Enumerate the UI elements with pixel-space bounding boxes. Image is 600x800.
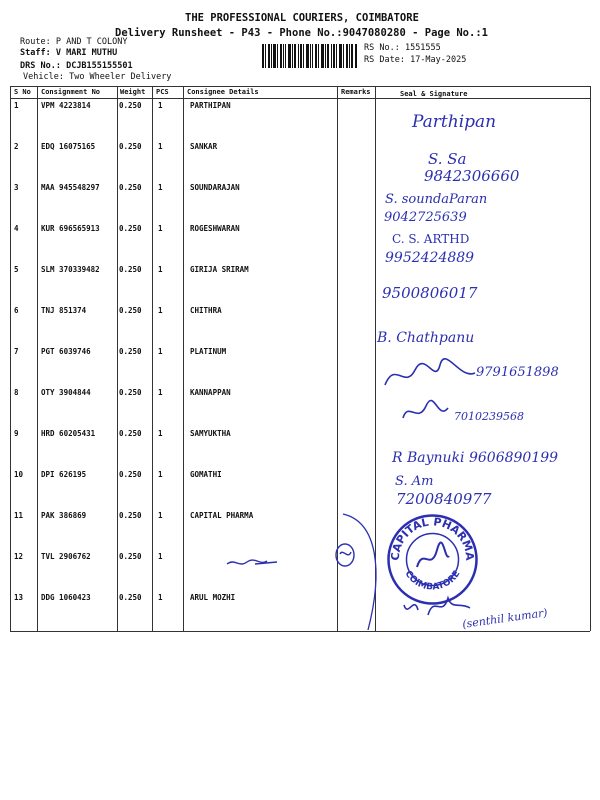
cell-consignment: EDQ 16075165 <box>41 142 96 151</box>
header-consignment: Consignment No <box>41 88 101 96</box>
phone-row-7: 9791651898 <box>476 365 559 380</box>
phone-row-8: 7010239568 <box>454 410 524 423</box>
route-value: P AND T COLONY <box>55 37 128 47</box>
cell-consignment: DDG 1060423 <box>41 593 91 602</box>
cell-sno: 5 <box>14 265 19 274</box>
phone-row-3: 9042725639 <box>384 210 467 225</box>
cell-consignee: CHITHRA <box>190 306 222 315</box>
rs-no-label: RS No.: <box>364 43 400 53</box>
row-rule <box>10 98 590 99</box>
cell-weight: 0.250 <box>119 224 142 233</box>
row-rule <box>10 631 590 632</box>
phone-row-11: 7200840977 <box>396 490 492 508</box>
header-pcs: PCS <box>156 88 169 96</box>
signature-row-10b: S. Am <box>395 474 434 489</box>
cell-consignee: ROGESHWARAN <box>190 224 240 233</box>
cell-pcs: 1 <box>158 224 163 233</box>
column-rule <box>117 86 118 631</box>
cell-weight: 0.250 <box>119 183 142 192</box>
cell-consignment: TNJ 851374 <box>41 306 87 315</box>
cell-sno: 4 <box>14 224 19 233</box>
cell-sno: 9 <box>14 429 19 438</box>
scribble-row-12 <box>225 552 280 572</box>
cell-pcs: 1 <box>158 142 163 151</box>
cell-pcs: 1 <box>158 429 163 438</box>
cell-consignment: KUR 696565913 <box>41 224 100 233</box>
cell-consignment: OTY 3904844 <box>41 388 91 397</box>
cell-sno: 1 <box>14 101 19 110</box>
signature-row-10: R Baynuki 9606890199 <box>392 450 559 466</box>
cell-consignee: PARTHIPAN <box>190 101 231 110</box>
cell-consignment: MAA 945548297 <box>41 183 100 192</box>
staff-line <box>20 48 117 58</box>
cell-pcs: 1 <box>158 388 163 397</box>
route-line <box>20 37 128 47</box>
svg-text:CAPITAL PHARMA: CAPITAL PHARMA <box>388 515 477 561</box>
scribble-row-8 <box>398 396 453 426</box>
cell-sno: 2 <box>14 142 19 151</box>
cell-consignee: ARUL MOZHI <box>190 593 236 602</box>
cell-pcs: 1 <box>158 470 163 479</box>
drs-line <box>20 61 133 71</box>
cell-sno: 13 <box>14 593 24 602</box>
cell-pcs: 1 <box>158 511 163 520</box>
signature-row-4: C. S. ARTHD <box>392 232 470 246</box>
cell-sno: 3 <box>14 183 19 192</box>
runsheet-subtitle: Delivery Runsheet - P43 - Phone No.:9047080280 - Page No.:1 <box>115 27 488 39</box>
cell-weight: 0.250 <box>119 306 142 315</box>
bracket-stroke <box>338 512 388 632</box>
cell-consignment: DPI 626195 <box>41 470 87 479</box>
table-row <box>10 303 590 344</box>
table-row <box>10 467 590 508</box>
table-row <box>10 180 590 221</box>
cell-sno: 11 <box>14 511 24 520</box>
cell-consignee: CAPITAL PHARMA <box>190 511 254 520</box>
vehicle-label: Vehicle: <box>23 72 64 82</box>
cell-weight: 0.250 <box>119 101 142 110</box>
signature-row-3: S. soundaParan <box>385 192 488 207</box>
phone-row-6: 9500806017 <box>382 284 478 302</box>
scribble-row-7 <box>380 355 480 395</box>
column-rule <box>590 86 591 631</box>
cell-weight: 0.250 <box>119 388 142 397</box>
vehicle-line <box>23 72 171 82</box>
header-sno: S No <box>14 88 31 96</box>
cell-pcs: 1 <box>158 306 163 315</box>
phone-row-5: 9952424889 <box>385 250 475 266</box>
cell-weight: 0.250 <box>119 142 142 151</box>
barcode-image <box>262 44 357 68</box>
cell-weight: 0.250 <box>119 552 142 561</box>
svg-text:COIMBATORE: COIMBATORE <box>402 569 463 593</box>
cell-consignment: PAK 386869 <box>41 511 87 520</box>
cell-pcs: 1 <box>158 101 163 110</box>
table-row <box>10 98 590 139</box>
cell-weight: 0.250 <box>119 511 142 520</box>
column-rule <box>37 86 38 631</box>
cell-sno: 7 <box>14 347 19 356</box>
header-weight: Weight <box>120 88 146 96</box>
cell-consignee: SAMYUKTHA <box>190 429 231 438</box>
capital-pharma-stamp <box>385 512 480 607</box>
cell-pcs: 1 <box>158 265 163 274</box>
phone-row-2: 9842306660 <box>424 167 520 185</box>
cell-consignment: PGT 6039746 <box>41 347 91 356</box>
column-rule <box>10 86 11 631</box>
table-row <box>10 549 590 593</box>
row-rule <box>10 86 590 87</box>
cell-consignment: HRD 60205431 <box>41 429 96 438</box>
cell-sno: 8 <box>14 388 19 397</box>
cell-weight: 0.250 <box>119 470 142 479</box>
staff-label: Staff: <box>20 48 51 58</box>
vehicle-value: Two Wheeler Delivery <box>69 72 172 82</box>
cell-consignment: VPM 4223814 <box>41 101 91 110</box>
cell-consignee: PLATINUM <box>190 347 227 356</box>
cell-consignee: KANNAPPAN <box>190 388 231 397</box>
header-remarks: Remarks <box>341 88 371 96</box>
cell-consignment: SLM 370339482 <box>41 265 100 274</box>
column-rule <box>152 86 153 631</box>
signature-row-7: B. Chathpanu <box>377 330 475 346</box>
cell-consignee: GIRIJA SRIRAM <box>190 265 249 274</box>
cell-sno: 10 <box>14 470 24 479</box>
cell-sno: 6 <box>14 306 19 315</box>
cell-consignee: GOMATHI <box>190 470 222 479</box>
column-rule <box>183 86 184 631</box>
rs-no-line <box>364 43 441 53</box>
header-seal: Seal & Signature <box>400 90 468 98</box>
cell-consignment: TVL 2906762 <box>41 552 91 561</box>
route-label: Route: <box>20 37 51 47</box>
rs-date-label: RS Date: <box>364 55 405 65</box>
rs-no-value: 1551555 <box>404 43 441 53</box>
table-row <box>10 508 590 549</box>
cell-consignee: SANKAR <box>190 142 218 151</box>
rs-date-value: 17-May-2025 <box>410 55 467 65</box>
staff-value: V MARI MUTHU <box>55 48 118 58</box>
signature-row-2: S. Sa <box>428 150 467 168</box>
rs-date-line <box>364 55 466 65</box>
cell-pcs: 1 <box>158 347 163 356</box>
cell-weight: 0.250 <box>119 429 142 438</box>
table-row <box>10 221 590 262</box>
cell-weight: 0.250 <box>119 265 142 274</box>
cell-weight: 0.250 <box>119 347 142 356</box>
signature-row-13: (senthil kumar) <box>461 606 549 631</box>
header-consignee: Consignee Details <box>187 88 259 96</box>
table-header-row <box>10 86 590 98</box>
cell-pcs: 1 <box>158 552 163 561</box>
cell-pcs: 1 <box>158 183 163 192</box>
cell-consignee: SOUNDARAJAN <box>190 183 240 192</box>
cell-pcs: 1 <box>158 593 163 602</box>
table-row <box>10 262 590 303</box>
drs-value: DCJB155155501 <box>66 61 133 71</box>
company-title: THE PROFESSIONAL COURIERS, COIMBATORE <box>185 12 419 24</box>
cell-sno: 12 <box>14 552 24 561</box>
drs-label: DRS No.: <box>20 61 61 71</box>
signature-row-1: Parthipan <box>412 112 497 132</box>
cell-weight: 0.250 <box>119 593 142 602</box>
